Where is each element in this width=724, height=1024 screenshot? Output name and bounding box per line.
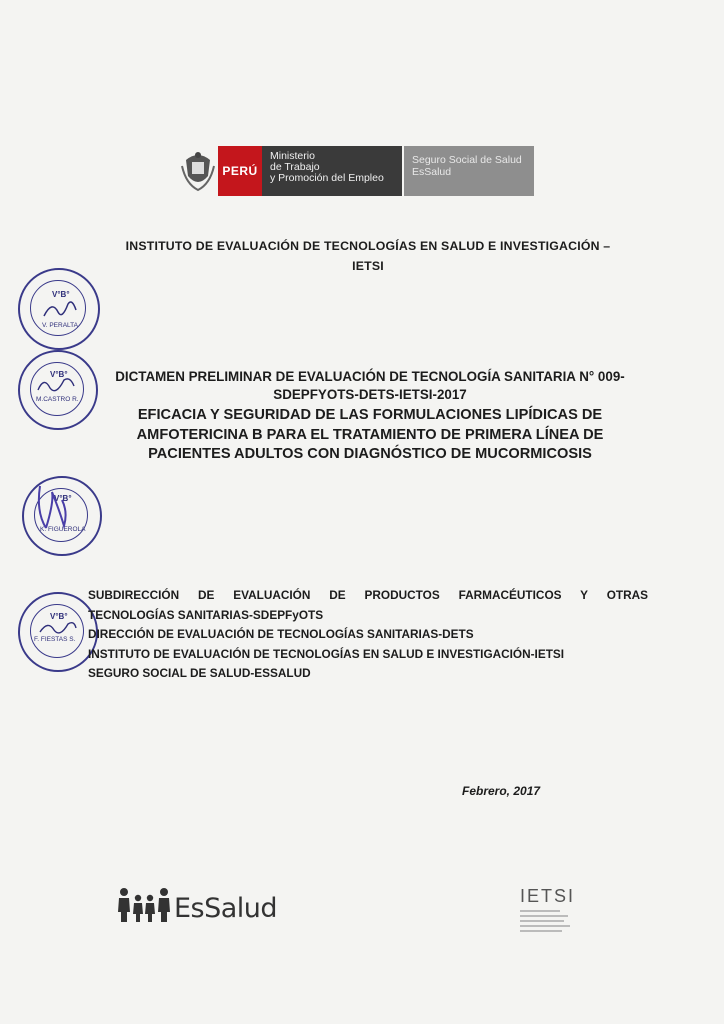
- stamp-vb: V°B°: [50, 612, 68, 621]
- dictamen-title-line: SDEPFYOTS-DETS-IETSI-2017: [273, 386, 467, 402]
- essalud-logo-text: EsSalud: [174, 893, 278, 924]
- stamp-name: F. FIESTAS S.: [34, 636, 76, 643]
- department-line: DIRECCIÓN DE EVALUACIÓN DE TECNOLOGÍAS SANITARIAS-DETS: [88, 627, 474, 641]
- approval-stamp: [18, 592, 98, 672]
- essalud-label: [404, 146, 534, 196]
- stamp-vb: V°B°: [50, 370, 68, 379]
- approval-stamp: [18, 350, 98, 430]
- government-banner: [178, 146, 534, 196]
- department-list: [88, 586, 648, 684]
- signature-icon: [36, 376, 76, 396]
- institute-title-line: IETSI: [352, 259, 384, 273]
- department-line: SUBDIRECCIÓN DE EVALUACIÓN DE PRODUCTOS FARMACÉUTICOS Y OTRAS: [88, 588, 648, 602]
- topic-title: [90, 406, 650, 465]
- department-line: INSTITUTO DE EVALUACIÓN DE TECNOLOGÍAS EN SALUD E INVESTIGACIÓN-IETSI: [88, 646, 565, 661]
- peru-label: PERÚ: [218, 146, 262, 196]
- essalud-logo: [116, 884, 277, 924]
- ministry-line: de Trabajo: [270, 161, 320, 173]
- ministry-label: [262, 146, 402, 196]
- stamp-name: K. FIGUEROLA: [40, 526, 86, 533]
- dictamen-title: [90, 368, 650, 403]
- stamp-vb: V°B°: [54, 494, 72, 503]
- approval-stamp: [18, 268, 100, 350]
- essalud-line: EsSalud: [412, 166, 452, 178]
- ministry-line: y Promoción del Empleo: [270, 172, 384, 184]
- department-line: SEGURO SOCIAL DE SALUD-ESSALUD: [88, 666, 311, 680]
- institute-title-line: INSTITUTO DE EVALUACIÓN DE TECNOLOGÍAS EN SALUD E INVESTIGACIÓN –: [125, 239, 611, 253]
- family-icon: [116, 884, 172, 924]
- stamp-name: V. PERALTA: [42, 322, 79, 329]
- dictamen-title-line: DICTAMEN PRELIMINAR DE EVALUACIÓN DE TECNOLOGÍA SANITARIA N° 009-: [115, 369, 625, 384]
- signature-icon: [42, 298, 78, 320]
- essalud-line: Seguro Social de Salud: [412, 154, 522, 166]
- approval-stamp: [22, 476, 102, 556]
- ietsi-logo-text: IETSI: [520, 886, 576, 906]
- topic-title-line: PACIENTES ADULTOS CON DIAGNÓSTICO DE MUCORMICOSIS: [148, 446, 592, 462]
- stamp-vb: V°B°: [52, 290, 70, 299]
- peru-coat-of-arms-icon: [178, 146, 218, 196]
- ietsi-logo-subtext: [520, 909, 580, 938]
- signature-icon: [34, 482, 74, 532]
- signature-icon: [38, 620, 78, 638]
- ietsi-logo: [520, 886, 580, 938]
- topic-title-line: AMFOTERICINA B PARA EL TRATAMIENTO DE PRIMERA LÍNEA DE: [136, 426, 604, 443]
- topic-title-line: EFICACIA Y SEGURIDAD DE LAS FORMULACIONES LIPÍDICAS DE: [137, 407, 603, 423]
- institute-title: [88, 236, 648, 276]
- ministry-line: Ministerio: [270, 150, 315, 162]
- department-line: TECNOLOGÍAS SANITARIAS-SDEPFyOTS: [88, 607, 324, 622]
- stamp-name: M.CASTRO R.: [36, 396, 79, 403]
- document-date: Febrero, 2017: [462, 784, 541, 798]
